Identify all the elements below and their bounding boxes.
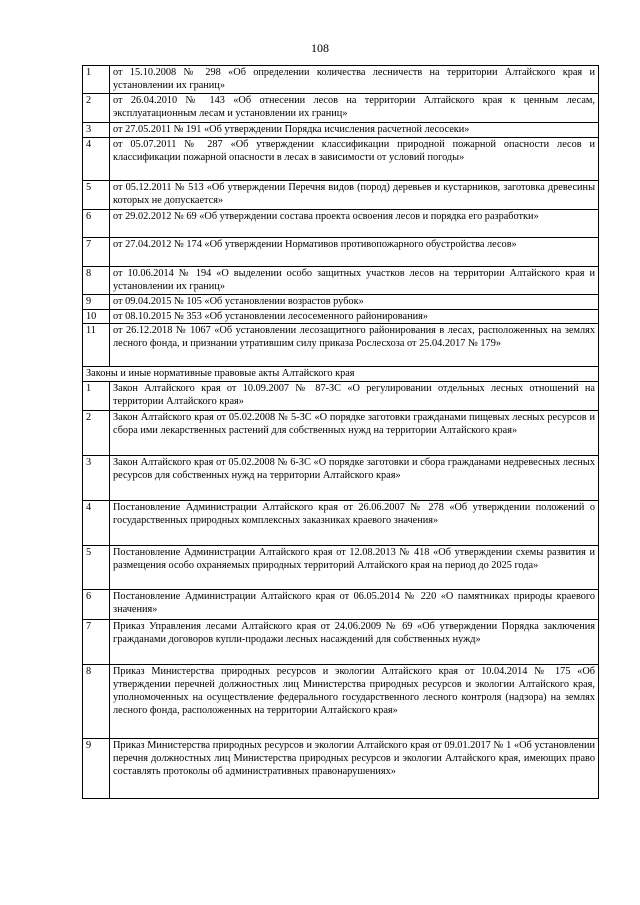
row-text: Приказ Министерства природных ресурсов и экологии Алтайского края от 10.04.2014 № 175 «Об утверждении перечней должностных лиц Министерства природных ресурсов и экологии Алтайского края, уполномоченных на осуществление федерального государственного лесного контроля (надзора) на землях лесного фонда, расположенных на территории Алтайского края» [110, 665, 599, 739]
table-row [83, 324, 599, 367]
table-row [83, 739, 599, 799]
table-row [83, 267, 599, 295]
row-number: 9 [83, 295, 110, 310]
row-text: от 08.10.2015 № 353 «Об установлении лесосеменного районирования» [110, 310, 599, 324]
table-row [83, 94, 599, 123]
row-number: 7 [83, 238, 110, 267]
row-text: от 26.04.2010 № 143 «Об отнесении лесов на территории Алтайского края к ценным лесам, эксплуатационным лесам и установлении их границ» [110, 94, 599, 123]
table-row [83, 382, 599, 411]
row-text: Закон Алтайского края от 05.02.2008 № 5-ЗС «О порядке заготовки гражданами пищевых лесных ресурсов и сбора ими лекарственных растений для собственных нужд на территории Алтайского края» [110, 411, 599, 456]
table-row [83, 546, 599, 590]
row-text: от 15.10.2008 № 298 «Об определении количества лесничеств на территории Алтайского края и установлении их границ» [110, 66, 599, 94]
row-text: от 27.05.2011 № 191 «Об утверждении Порядка исчисления расчетной лесосеки» [110, 123, 599, 138]
row-text: от 27.04.2012 № 174 «Об утверждении Нормативов противопожарного обустройства лесов» [110, 238, 599, 267]
row-text: Приказ Управления лесами Алтайского края от 24.06.2009 № 69 «Об утверждении Порядка заключения гражданами договоров купли-продажи лесных насаждений для собственных нужд» [110, 620, 599, 665]
table-row [83, 620, 599, 665]
row-number: 7 [83, 620, 110, 665]
page-number: 108 [311, 41, 329, 55]
table-row [83, 411, 599, 456]
legal-acts-table [82, 65, 599, 799]
table-row [83, 66, 599, 94]
row-number: 6 [83, 590, 110, 620]
table-row [83, 665, 599, 739]
section-heading-row [83, 367, 599, 382]
table-row [83, 238, 599, 267]
row-number: 4 [83, 138, 110, 181]
table-row [83, 138, 599, 181]
row-text: от 05.12.2011 № 513 «Об утверждении Перечня видов (пород) деревьев и кустарников, заготовка древесины которых не допускается» [110, 181, 599, 210]
row-number: 2 [83, 94, 110, 123]
row-number: 6 [83, 210, 110, 238]
row-text: от 09.04.2015 № 105 «Об установлении возрастов рубок» [110, 295, 599, 310]
row-number: 8 [83, 267, 110, 295]
row-number: 1 [83, 382, 110, 411]
row-number: 4 [83, 501, 110, 546]
row-text: от 29.02.2012 № 69 «Об утверждении состава проекта освоения лесов и порядка его разработки» [110, 210, 599, 238]
row-text: Постановление Администрации Алтайского края от 26.06.2007 № 278 «Об утверждении положений о государственных природных комплексных заказниках краевого значения» [110, 501, 599, 546]
row-text: Закон Алтайского края от 10.09.2007 № 87-ЗС «О регулировании отдельных лесных отношений на территории Алтайского края» [110, 382, 599, 411]
row-text: Постановление Администрации Алтайского края от 12.08.2013 № 418 «Об утверждении схемы развития и размещения особо охраняемых природных территорий Алтайского края на период до 2025 года» [110, 546, 599, 590]
table-row [83, 181, 599, 210]
section-heading: Законы и иные нормативные правовые акты Алтайского края [83, 367, 599, 382]
row-number: 5 [83, 181, 110, 210]
table-row [83, 456, 599, 501]
row-text: от 10.06.2014 № 194 «О выделении особо защитных участков лесов на территории Алтайского края и установлении их границ» [110, 267, 599, 295]
row-text: Закон Алтайского края от 05.02.2008 № 6-ЗС «О порядке заготовки и сбора гражданами недревесных лесных ресурсов для собственных нужд на территории Алтайского края» [110, 456, 599, 501]
row-number: 8 [83, 665, 110, 739]
row-text: от 05.07.2011 № 287 «Об утверждении классификации природной пожарной опасности лесов и классификации пожарной опасности в лесах в зависимости от условий погоды» [110, 138, 599, 181]
table-row [83, 590, 599, 620]
row-number: 2 [83, 411, 110, 456]
table-row [83, 310, 599, 324]
row-text: от 26.12.2018 № 1067 «Об установлении лесозащитного районирования в лесах, расположенных на землях лесного фонда, и признании утратившим силу приказа Рослесхоза от 25.04.2017 № 179» [110, 324, 599, 367]
table-row [83, 501, 599, 546]
table-row [83, 295, 599, 310]
table-row [83, 210, 599, 238]
row-text: Приказ Министерства природных ресурсов и экологии Алтайского края от 09.01.2017 № 1 «Об установлении перечня должностных лиц Министерства природных ресурсов и экологии Алтайского края, имеющих право составлять протоколы об административных правонарушениях» [110, 739, 599, 799]
row-number: 9 [83, 739, 110, 799]
row-number: 1 [83, 66, 110, 94]
row-number: 3 [83, 456, 110, 501]
row-number: 3 [83, 123, 110, 138]
row-number: 10 [83, 310, 110, 324]
row-text: Постановление Администрации Алтайского края от 06.05.2014 № 220 «О памятниках природы краевого значения» [110, 590, 599, 620]
row-number: 11 [83, 324, 110, 367]
row-number: 5 [83, 546, 110, 590]
table-row [83, 123, 599, 138]
